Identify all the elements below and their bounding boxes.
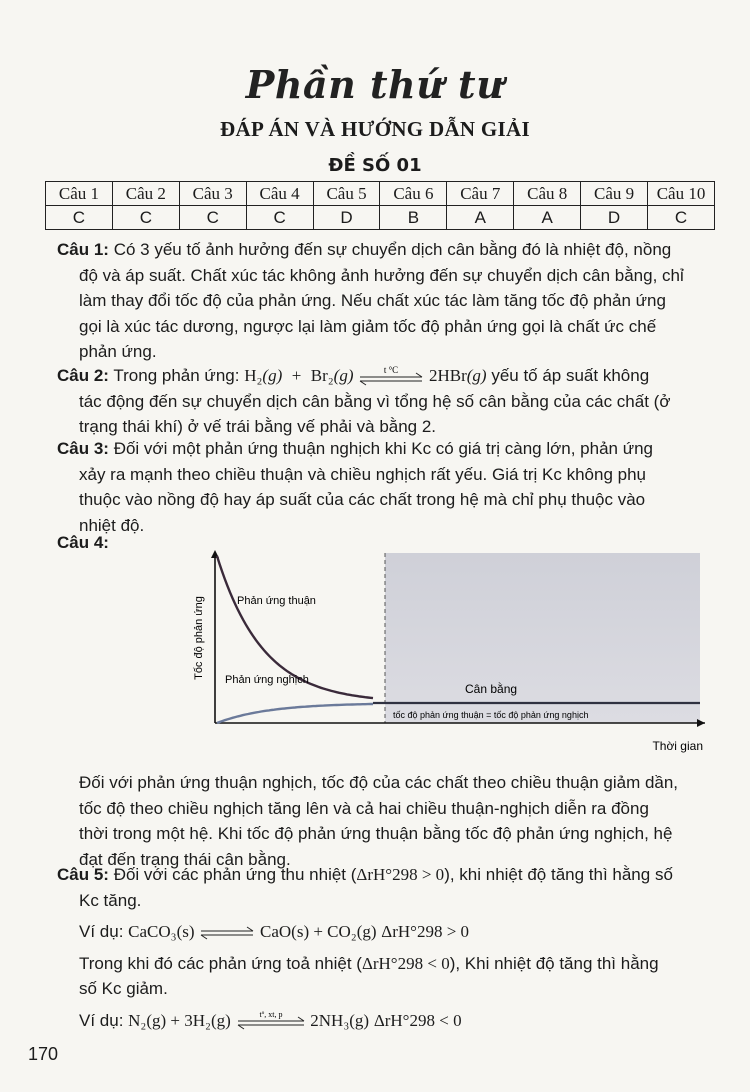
x-axis-arrow-icon [697, 719, 705, 727]
text-line: gọi là xúc tác dương, ngược lại làm giảm tốc độ phản ứng gọi là chất ức chế [79, 316, 657, 336]
equilibrium-region-label: Cân bằng [465, 682, 518, 696]
table-answer-cell: A [514, 206, 581, 230]
page-number: 170 [28, 1044, 59, 1064]
example-1 [57, 919, 717, 945]
question-label: Câu 1: [57, 240, 109, 259]
text-line: xảy ra mạnh theo chiều thuận và chiều nghịch rất yếu. Giá trị Kc không phụ [79, 464, 647, 484]
equilibrium-arrow-icon [199, 925, 255, 941]
formula: 2HBr [428, 366, 467, 385]
table-header-cell: Câu 8 [514, 182, 581, 206]
table-answer-cell: C [112, 206, 179, 230]
question-label: Câu 5: [57, 865, 109, 884]
table-answer-cell: B [380, 206, 447, 230]
example-2-reactant: N₂(g) + 3H₂(g) [128, 1010, 231, 1030]
text-span: ), Khi nhiệt độ tăng thì hằng [449, 953, 659, 973]
x-axis-label: Thời gian [652, 739, 703, 753]
part-title: Phần thứ tư [245, 62, 505, 107]
table-header-cell: Câu 9 [581, 182, 648, 206]
text-line: tác động đến sự chuyển dịch cân bằng vì tổng hệ số cân bằng của các chất (ở [79, 391, 671, 411]
reaction-condition: tº, xt, p [259, 1010, 282, 1020]
text-span: yếu tố áp suất không [491, 366, 650, 385]
table-header-cell: Câu 6 [380, 182, 447, 206]
reaction-condition: t °C [384, 364, 399, 375]
table-answer-cell: D [313, 206, 380, 230]
table-answer-cell: A [447, 206, 514, 230]
text-line: độ và áp suất. Chất xúc tác không ảnh hưởng đến sự chuyển dịch cân bằng, chỉ [79, 265, 684, 285]
text-span: Trong phản ứng: [113, 366, 240, 385]
question-1 [57, 237, 717, 365]
table-header-cell: Câu 10 [648, 182, 715, 206]
example-label: Ví dụ: [79, 922, 124, 941]
table-answer-cell: C [179, 206, 246, 230]
text-line: Đối với một phản ứng thuận nghịch khi Kc có giá trị càng lớn, phản ứng [113, 439, 654, 458]
example-1-product: CaO(s) + CO₂(g) [260, 922, 377, 941]
table-header-cell: Câu 4 [246, 182, 313, 206]
text-line: tốc độ theo chiều nghịch tăng lên và cả hai chiều thuận-nghịch diễn ra đồng [79, 798, 649, 818]
equilibrium-arrow-icon [236, 1010, 306, 1032]
table-answer-cell: C [46, 206, 113, 230]
equilibrium-region [385, 553, 700, 723]
reactant-h2 [244, 366, 282, 385]
text-line: nhiệt độ. [79, 515, 145, 535]
reactant-br2 [311, 366, 354, 385]
table-header-cell: Câu 5 [313, 182, 380, 206]
table-answer-cell: C [648, 206, 715, 230]
table-header-cell: Câu 2 [112, 182, 179, 206]
table-answer-cell: D [581, 206, 648, 230]
formula: H₂ [244, 366, 263, 385]
text-span: Đối với các phản ứng thu nhiệt ( [113, 865, 357, 884]
phase: (g) [262, 366, 283, 385]
equilibrium-arrow-icon [358, 366, 424, 388]
answer-table-header-row [46, 182, 715, 206]
table-header-cell: Câu 7 [447, 182, 514, 206]
text-span: ), khi nhiệt độ tăng thì hằng số [444, 865, 673, 884]
phase: (g) [466, 366, 487, 385]
phase: (g) [333, 366, 354, 385]
text-span: Trong khi đó các phản ứng toả nhiệt ( [79, 953, 362, 973]
formula: Br₂ [310, 366, 334, 385]
example-2-product: 2NH₃(g) [310, 1010, 370, 1030]
enthalpy-positive: ΔrH°298 > 0 [356, 865, 445, 884]
product-hbr [429, 366, 487, 385]
question-label: Câu 3: [57, 439, 109, 458]
text-line: số Kc giảm. [79, 979, 168, 998]
exam-number: ĐỀ SỐ 01 [328, 155, 422, 176]
plus-sign: + [291, 366, 302, 385]
table-header-cell: Câu 1 [46, 182, 113, 206]
text-line: Đối với phản ứng thuận nghịch, tốc độ của các chất theo chiều thuận giảm dần, [79, 773, 679, 792]
y-axis-label: Tốc độ phản ứng [193, 596, 205, 680]
question-2 [57, 363, 717, 440]
series-forward-label: Phản ứng thuận [237, 595, 316, 607]
question-label: Câu 4: [57, 533, 109, 552]
question-label: Câu 2: [57, 366, 109, 385]
equilibrium-annotation: tốc độ phản ứng thuận = tốc độ phản ứng nghịch [393, 710, 589, 720]
text-line: làm thay đổi tốc độ của phản ứng. Nếu chất xúc tác làm tăng tốc độ phản ứng [79, 291, 666, 310]
section-subtitle: ĐÁP ÁN VÀ HƯỚNG DẪN GIẢI [220, 117, 530, 141]
text-line: phản ứng. [79, 342, 157, 361]
example-1-reactant: CaCO₃(s) [128, 922, 195, 941]
answer-table-answer-row [46, 206, 715, 230]
series-reverse-label: Phản ứng nghịch [225, 674, 309, 686]
text-line: đạt đến trạng thái cân bằng. [79, 849, 291, 869]
text-line: thời trong một hệ. Khi tốc độ phản ứng thuận bằng tốc độ phản ứng nghịch, hệ [79, 824, 673, 843]
question-3 [57, 436, 717, 538]
text-line: Có 3 yếu tố ảnh hưởng đến sự chuyển dịch cân bằng đó là nhiệt độ, nồng [113, 240, 672, 259]
answer-table [45, 181, 715, 230]
text-line: Kc tăng. [79, 890, 142, 910]
question-4-explanation [57, 770, 717, 872]
series-reverse-line [217, 704, 373, 723]
reaction-rate-chart [195, 548, 725, 763]
enthalpy-positive: ΔrH°298 > 0 [381, 922, 470, 941]
table-header-cell: Câu 3 [179, 182, 246, 206]
example-label: Ví dụ: [79, 1010, 124, 1030]
text-line: thuộc vào nồng độ hay áp suất của các chất trong hệ mà chỉ phụ thuộc vào [79, 490, 646, 509]
table-answer-cell: C [246, 206, 313, 230]
question-5 [57, 862, 717, 1033]
text-line: trạng thái khí) ở vế trái bằng vế phải và bằng 2. [79, 417, 437, 436]
enthalpy-negative: ΔrH°298 < 0 [361, 953, 450, 973]
enthalpy-negative: ΔrH°298 < 0 [373, 1010, 462, 1030]
example-2 [57, 1008, 717, 1034]
